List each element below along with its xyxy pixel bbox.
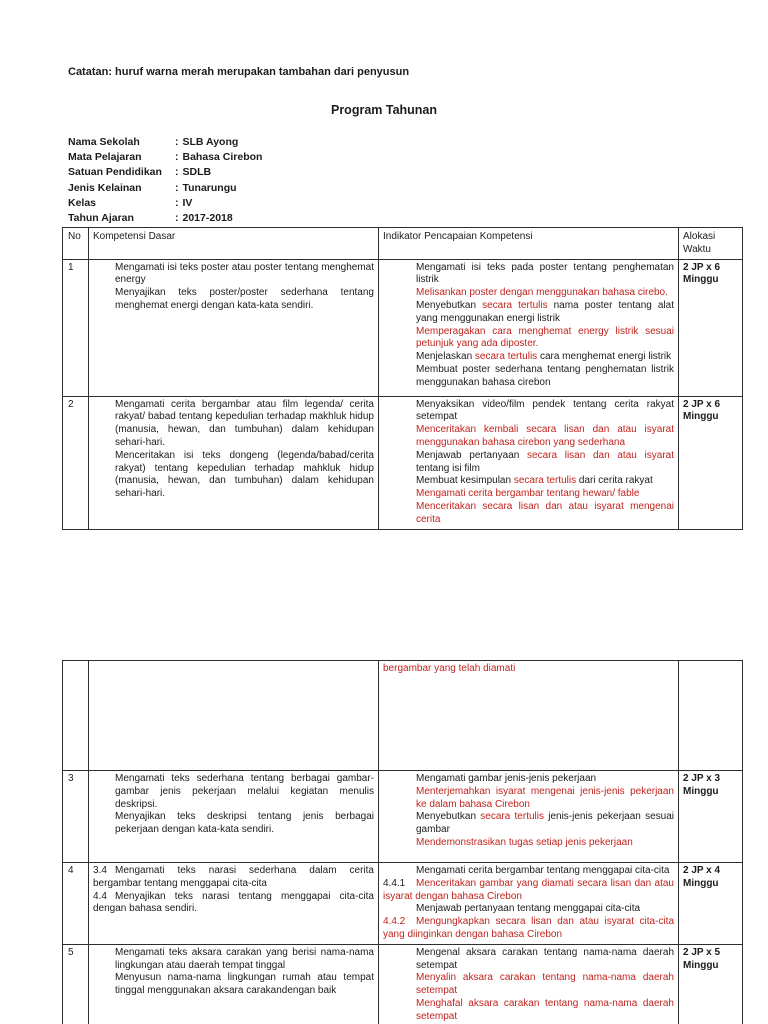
cell-no: 4 [63, 863, 89, 945]
info-value: Tunarungu [182, 181, 237, 194]
item-number [383, 773, 416, 786]
cell-alokasi-waktu: 2 JP x 5 Minggu [679, 944, 743, 1024]
item-number [93, 947, 115, 960]
kd-item [93, 262, 374, 288]
item-number [383, 262, 416, 275]
cell-kompetensi-dasar [89, 661, 379, 771]
item-number [93, 450, 115, 463]
item-number: 4.4.1 [383, 877, 406, 889]
cell-alokasi-waktu: 2 JP x 6 Minggu [679, 396, 743, 529]
cell-alokasi-waktu: 2 JP x 4 Minggu [679, 863, 743, 945]
item-number [383, 501, 416, 514]
text-segment: bergambar yang telah diamati [383, 663, 516, 674]
text-segment: Mengamati cerita bergambar tentang menggapai cita-cita [416, 865, 670, 876]
indicator-item [383, 501, 674, 527]
text-segment: Mengamati teks sederhana tentang berbagai gambar-gambar jenis pekerjaan melalui kegiatan menulis deskripsi. [115, 773, 374, 810]
indicator-item [383, 998, 674, 1024]
cell-indikator [379, 259, 679, 396]
indicator-item [383, 916, 674, 942]
text-segment: Menterjemahkan isyarat mengenai jenis-jenis pekerjaan ke dalam bahasa Cirebon [416, 785, 674, 810]
item-number [383, 300, 416, 313]
text-segment: Mengenal aksara carakan tentang nama-nama daerah setempat [416, 946, 674, 971]
item-number [383, 786, 416, 799]
kd-item [93, 399, 374, 450]
text-segment: secara tertulis [513, 475, 577, 487]
text-segment: Mengamati isi teks pada poster tentang penghematan listrik [416, 261, 674, 286]
cell-alokasi-waktu [679, 661, 743, 771]
text-segment: Mengamati teks narasi sederhana dalam cerita bergambar tentang menggapai cita-cita [93, 865, 374, 889]
table-header-row [63, 228, 743, 260]
cell-indikator [379, 863, 679, 945]
indicator-item [383, 475, 674, 488]
cell-kompetensi-dasar [89, 863, 379, 945]
indicator-item [383, 450, 674, 476]
indicator-item [383, 837, 674, 850]
indicator-item [383, 947, 674, 973]
info-label: Kelas [68, 196, 97, 209]
table-row [63, 944, 743, 1024]
cell-no [63, 661, 89, 771]
header-no: No [63, 228, 89, 260]
text-segment: Menceritakan isi teks dongeng (legenda/babad/cerita rakyat) tentang kepedulian terhadap mahkluk hidup (manusia, hewan, dan tumbuhan) dalam kehidupan sehari-hari. [115, 449, 374, 500]
text-segment: Menceritakan kembali secara lisan dan atau isyarat menggunakan bahasa cirebon yang sederhana [416, 424, 674, 448]
indicator-item [383, 326, 674, 352]
page-title: Program Tahunan [330, 103, 438, 117]
cell-no: 1 [63, 259, 89, 396]
table-row [63, 396, 743, 529]
cell-alokasi-waktu: 2 JP x 6 Minggu [679, 259, 743, 396]
text-segment: Menyajikan teks deskripsi tentang jenis berbagai pekerjaan dengan kata-kata sendiri. [115, 811, 374, 836]
indicator-item [383, 663, 674, 676]
cell-kompetensi-dasar [89, 771, 379, 863]
info-value: Bahasa Cirebon [182, 151, 263, 164]
text-segment: jenis-jenis pekerjaan sesuai gambar [416, 811, 675, 836]
info-value: IV [182, 196, 193, 209]
text-segment: Menyajikan teks narasi tentang menggapai cita-cita dengan bahasa sendiri. [93, 890, 374, 915]
cell-no: 3 [63, 771, 89, 863]
text-segment: Menjawab pertanyaan [416, 449, 528, 461]
cell-indikator [379, 771, 679, 863]
info-value: SDLB [182, 166, 212, 179]
indicator-item [383, 786, 674, 812]
table-row [63, 661, 743, 771]
text-segment: dari cerita rakyat [576, 475, 653, 487]
text-segment: secara tertulis [482, 299, 548, 311]
indicator-item [383, 773, 674, 786]
cell-kompetensi-dasar [89, 944, 379, 1024]
text-segment: Mengamati isi teks poster atau poster tentang menghemat energy [115, 261, 374, 286]
item-number [383, 424, 416, 437]
program-table-page1 [62, 227, 743, 530]
text-segment: Mengamati cerita bergambar tentang hewan/ fable [416, 488, 640, 500]
table-row [63, 259, 743, 396]
kd-item [93, 450, 374, 501]
item-number [383, 364, 416, 377]
text-segment: Menyalin aksara carakan tentang nama-nama daerah setempat [416, 972, 674, 997]
kd-item [93, 811, 374, 837]
colon-separator: : [175, 136, 179, 148]
colon-separator: : [175, 196, 179, 209]
indicator-item [383, 903, 674, 916]
indicator-item [383, 811, 674, 837]
text-segment: Memperagakan cara menghemat energy listrik sesuai petunjuk yang ada diposter. [416, 325, 674, 350]
kd-item [93, 972, 374, 998]
item-number [93, 773, 115, 786]
colon-separator: : [175, 181, 179, 194]
kd-item [93, 891, 374, 917]
text-segment: tentang isi film [416, 462, 480, 474]
info-row-jenis-kelainan [68, 182, 262, 197]
indicator-item [383, 972, 674, 998]
info-row-satuan-pendidikan [68, 166, 262, 181]
cell-kompetensi-dasar [89, 396, 379, 529]
info-value: SLB Ayong [182, 136, 239, 148]
indicator-item [383, 878, 674, 904]
editor-note: Catatan: huruf warna merah merupakan tambahan dari penyusun [68, 66, 410, 78]
text-segment: Mengamati gambar jenis-jenis pekerjaan [416, 773, 597, 784]
item-number: 4.4 [93, 890, 107, 902]
info-label: Tahun Ajaran [68, 211, 134, 224]
text-segment: Mengamati cerita bergambar atau film legenda/ cerita rakyat/ babad tentang kepedulian terhadap makhluk hidup (manusia, hewan, dan tumbuhan) dalam kehidupan sehari-hari. [115, 398, 374, 448]
cell-indikator [379, 396, 679, 529]
item-number [383, 903, 416, 916]
info-row-kelas [68, 197, 262, 212]
indicator-item [383, 262, 674, 288]
indicator-item [383, 351, 674, 364]
item-number [383, 326, 416, 339]
text-segment: Mengamati teks aksara carakan yang berisi nama-nama lingkungan atau daerah tempat tinggal [115, 946, 374, 971]
table-row [63, 863, 743, 945]
text-segment: secara lisan dan atau isyarat [527, 449, 674, 461]
item-number [383, 972, 416, 985]
item-number [93, 811, 115, 824]
info-label: Satuan Pendidikan [68, 166, 162, 179]
indicator-item [383, 300, 674, 326]
item-number: 4.4.2 [383, 916, 406, 928]
text-segment: Menceritakan secara lisan dan atau isyarat mengenai cerita [416, 500, 674, 525]
info-label: Nama Sekolah [68, 136, 140, 148]
item-number [93, 972, 115, 985]
text-segment: Menjelaskan [416, 351, 475, 363]
info-value: 2017-2018 [182, 211, 233, 224]
item-number: 3.4 [93, 865, 107, 876]
text-segment: Menyajikan teks poster/poster sederhana tentang menghemat energi dengan kata-kata sendiri. [115, 287, 374, 311]
item-number [383, 947, 416, 960]
program-table-page2 [62, 660, 743, 1024]
kd-item [93, 287, 374, 313]
item-number [383, 450, 416, 463]
info-label: Jenis Kelainan [68, 181, 142, 194]
colon-separator: : [175, 166, 179, 179]
item-number [383, 811, 416, 824]
item-number [383, 488, 416, 501]
text-segment: Membuat kesimpulan [416, 475, 514, 487]
info-row-nama-sekolah [68, 136, 262, 151]
text-segment: Menyaksikan video/film pendek tentang cerita rakyat setempat [416, 398, 674, 423]
indicator-item [383, 424, 674, 450]
kd-item [93, 865, 374, 891]
item-number [383, 475, 416, 488]
cell-no: 2 [63, 396, 89, 529]
table-row [63, 771, 743, 863]
header-kompetensi-dasar: Kompetensi Dasar [89, 228, 379, 260]
item-number [93, 399, 115, 412]
indicator-item [383, 287, 674, 300]
item-number [383, 865, 416, 878]
item-number [383, 998, 416, 1011]
text-segment: secara tertulis [480, 811, 544, 823]
text-segment: nama poster tentang alat yang menggunakan energi listrik [416, 299, 674, 324]
header-alokasi-waktu: Alokasi Waktu [679, 228, 743, 260]
item-number [93, 262, 115, 275]
school-info-block [68, 136, 262, 227]
item-number [383, 837, 416, 850]
text-segment: Mengungkapkan secara lisan dan atau isyarat cita-cita yang diinginkan dengan bahasa Cirebon [383, 916, 674, 940]
text-segment: Melisankan poster dengan menggunakan bahasa cirebo. [416, 287, 668, 299]
cell-no: 5 [63, 944, 89, 1024]
item-number [383, 351, 416, 364]
kd-item [93, 773, 374, 811]
indicator-item [383, 364, 674, 390]
cell-indikator [379, 661, 679, 771]
item-number [383, 287, 416, 300]
indicator-item [383, 488, 674, 501]
header-indikator: Indikator Pencapaian Kompetensi [379, 228, 679, 260]
indicator-item [383, 865, 674, 878]
text-segment: secara tertulis [474, 351, 538, 363]
colon-separator: : [175, 151, 179, 164]
item-number [93, 287, 115, 300]
info-row-tahun-ajaran [68, 212, 262, 227]
info-label: Mata Pelajaran [68, 151, 142, 164]
colon-separator: : [175, 211, 179, 224]
text-segment: Membuat poster sederhana tentang penghematan listrik menggunakan bahasa cirebon [416, 363, 674, 388]
info-row-mata-pelajaran [68, 151, 262, 166]
cell-indikator [379, 944, 679, 1024]
kd-item [93, 947, 374, 973]
text-segment: Menyebutkan [416, 299, 483, 311]
cell-alokasi-waktu: 2 JP x 3 Minggu [679, 771, 743, 863]
text-segment: Menghafal aksara carakan tentang nama-nama daerah setempat [416, 997, 674, 1022]
text-segment: Mendemonstrasikan tugas setiap jenis pekerjaan [416, 836, 633, 848]
text-segment: Menjawab pertanyaan tentang menggapai cita-cita [416, 903, 641, 915]
text-segment: Menyusun nama-nama lingkungan rumah atau tempat tinggal menggunakan aksara carakandengan baik [115, 972, 374, 997]
text-segment: cara menghemat energi listrik [537, 351, 672, 363]
text-segment: Menyebutkan [416, 811, 481, 823]
text-segment: Menceritakan gambar yang diamati secara lisan dan atau isyarat dengan bahasa Cirebon [383, 877, 674, 902]
indicator-item [383, 399, 674, 425]
cell-kompetensi-dasar [89, 259, 379, 396]
item-number [383, 399, 416, 412]
